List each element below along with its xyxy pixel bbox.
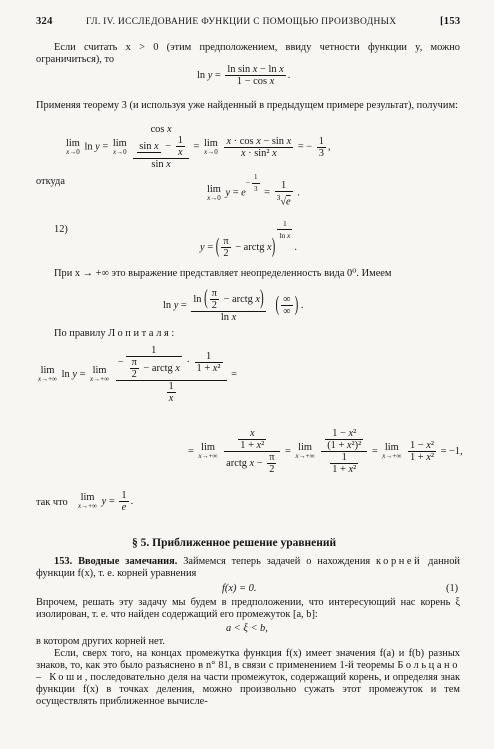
equation-1-label: (1) <box>446 583 459 594</box>
section-title: § 5. Приближенное решение уравнений <box>132 537 337 549</box>
paragraph-indeterminacy: При x → +∞ это выражение представляет неопределенность вида 0⁰. Имеем <box>54 268 392 279</box>
item-12: 12) <box>54 224 68 235</box>
formula-lhopital-limit: lim x→+∞ ln y = lim x→+∞ − 1 $\frac{\pi}{2}$ − arctg x · $\frac{1}{\text{1 + x²}}$ $\frac{1}{x}$ = <box>38 345 238 404</box>
word-tak-chto: так что <box>36 497 68 508</box>
intro-text-b: данной функции f(x), т. е. корней уравнения <box>36 556 460 579</box>
formula-limit-ln-y: lim x→0 ln y = lim x→0 cos x sin x − $\frac{1}{x}$ sin x = lim x→0 $\frac{\text{x · cos x − sin x}}{\text{x · sin² x}}$ = − $\frac{1}{3}$ , <box>66 124 331 170</box>
paragraph-theorem: Применяя теорему 3 (и используя уже найденный в предыдущем примере результат), получим: <box>36 100 458 111</box>
formula-y-power: y = ( $\frac{\pi}{2}$ − arctg x) $^{\frac{1}{\text{ln x}}}$ . <box>200 219 297 260</box>
formula-lhopital-chain: = lim x→+∞ $\frac{x}{\text{1 + x²}}$ arctg x − $\frac{\pi}{2}$ = lim x→+∞ $\frac{\frac{\text{1 − x²}}{\text{(1 + x²)²}}}{\frac{1}{\text{1 + x²}}}$ = lim x→+∞ $\frac{\text{1 − x²}}{\text{1 + x²}}$ = −1, <box>188 428 463 475</box>
equation-1: f(x) = 0. <box>222 583 257 594</box>
formula-ln-y-ratio: ln y = ln ( $\frac{\pi}{2}$ − arctg x) ln x ( ∞ ∞ ) . <box>163 287 304 323</box>
word-otkuda: откуда <box>36 176 65 187</box>
formula-lim-y: lim x→0 $y = e^{- \frac{1}{3}}$ = $\frac{1}{^3√e}$ . <box>207 173 300 208</box>
paragraph-number: 153. <box>54 556 73 567</box>
lhopital-suffix: : <box>171 328 175 339</box>
intro-spaced-word: корней <box>376 556 423 567</box>
paragraph-introduction <box>36 556 460 580</box>
running-title: ГЛ. IV. ИССЛЕДОВАНИЕ ФУНКЦИИ С ПОМОЩЬЮ ПРОИЗВОДНЫХ <box>86 17 397 27</box>
intro-text-a: Займемся теперь задачей о нахождения <box>183 556 371 567</box>
section-number: [153 <box>440 16 461 27</box>
paragraph-bolzano-cauchy <box>36 648 460 708</box>
paragraph-heading: Вводные замечания. <box>78 556 178 567</box>
bolzano-text-a: Если, сверх того, на концах промежутка функция f(x) имеет значения f(a) и f(b) разных знаков, то, как это было разъяснено в n° 81, в связи с применением 1-й теоремы <box>36 648 460 671</box>
paragraph-isolated-root: Впрочем, решать эту задачу мы будем в предположении, что интересующий нас корень ξ изолирован, т. е. что найден содержащий его промежуток [a, b]: <box>36 597 460 620</box>
bolzano-name: Больцано – Коши <box>36 660 460 683</box>
lhopital-name: Лопиталя <box>108 328 172 339</box>
paragraph-lhopital <box>54 328 174 339</box>
inequality: a < ξ < b, <box>226 623 268 634</box>
bolzano-text-b: , последовательно деля на части промежуток, содержащий корень, и определяя знак функции f(x) в точках деления, можно произвольно сужать этот промежуток и тем осуществлять приближенное вычисле- <box>36 672 461 707</box>
paragraph-assumption: Если считать x > 0 (этим предположением, ввиду четности функции y, можно ограничиться), то <box>36 42 460 65</box>
page-number: 324 <box>36 16 53 27</box>
paragraph-no-other-roots: в котором других корней нет. <box>36 636 165 647</box>
lhopital-prefix: По правилу <box>54 328 106 339</box>
formula-ln-y: ln y = $\frac{\text{ln sin x − ln x}}{\text{1 − cos x}}$ . <box>197 64 291 87</box>
formula-lim-y-inf: lim x→+∞ y = $\frac{1}{e}$ . <box>78 490 134 513</box>
